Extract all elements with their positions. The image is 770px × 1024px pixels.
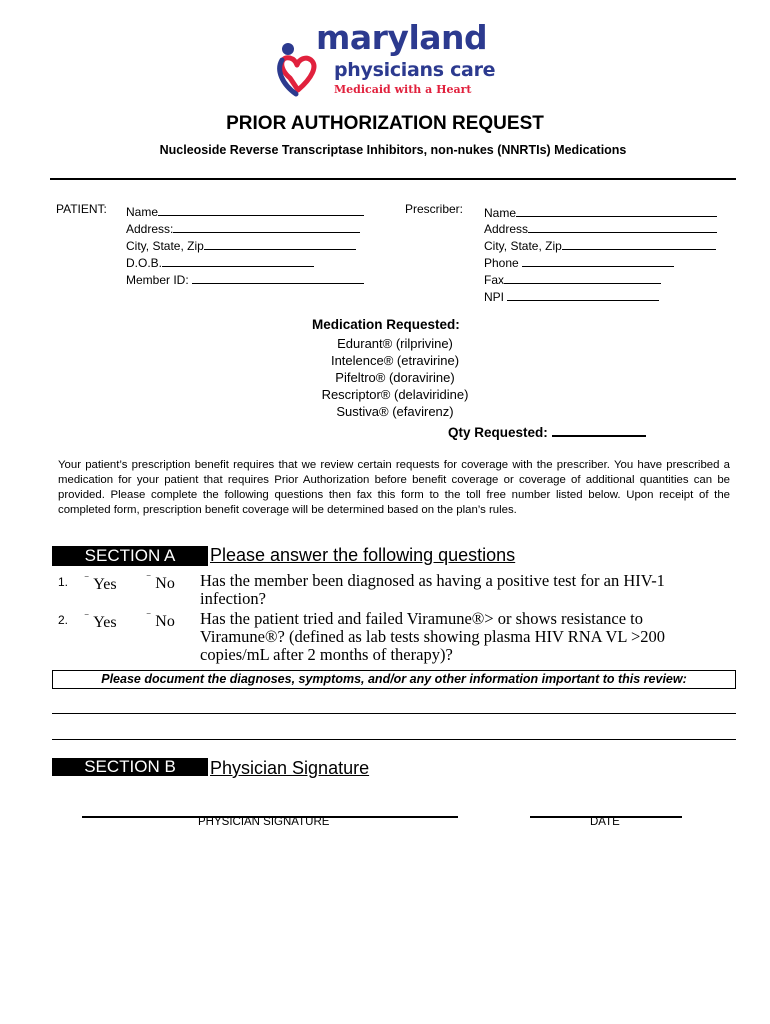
prescriber-city-state-zip-label: City, State, Zip <box>484 239 562 253</box>
medication-item: Rescriptor® (delaviridine) <box>321 387 469 402</box>
physician-signature-label: PHYSICIAN SIGNATURE <box>198 816 330 828</box>
prescriber-npi-field[interactable] <box>484 289 659 304</box>
patient-name-label: Name <box>126 205 159 219</box>
question-2-no-label: No <box>155 613 175 630</box>
patient-address-label: Address: <box>126 222 174 236</box>
prescriber-phone-input[interactable] <box>522 255 674 267</box>
patient-city-state-zip-input[interactable] <box>204 238 356 250</box>
prescriber-phone-field[interactable] <box>484 255 674 270</box>
question-1-yes-option[interactable] <box>84 576 117 594</box>
prescriber-section-label: Prescriber: <box>405 202 464 216</box>
question-2-yes-checkbox[interactable]: ⁻ <box>84 612 90 623</box>
documentation-line-1[interactable] <box>52 713 736 714</box>
qty-requested-label: Qty Requested: <box>448 425 548 440</box>
prescriber-address-field[interactable] <box>484 221 717 236</box>
question-1-text: Has the member been diagnosed as having a positive test for an HIV-1 infection? <box>200 571 665 608</box>
prescriber-address-input[interactable] <box>528 221 717 233</box>
qty-requested-input[interactable] <box>552 424 646 437</box>
question-2-yes-label: Yes <box>93 614 117 631</box>
medication-item: Intelence® (etravirine) <box>330 353 460 368</box>
question-1-no-label: No <box>155 575 175 592</box>
prescriber-name-label: Name <box>484 206 517 220</box>
patient-address-field[interactable] <box>126 221 360 236</box>
patient-name-input[interactable] <box>158 204 364 216</box>
question-2-text: Has the patient tried and failed Viramune®> or shows resistance to Viramune®? (defined as lab tests showing plasma HIV RNA VL >200 copies/mL after 2 months of therapy)? <box>200 609 666 664</box>
page-title: PRIOR AUTHORIZATION REQUEST <box>226 113 544 134</box>
logo-wordmark-maryland: maryland <box>316 18 488 57</box>
prescriber-npi-input[interactable] <box>507 289 659 301</box>
question-2-no-checkbox[interactable]: ⁻ <box>146 611 152 622</box>
medication-item: Pifeltro® (doravirine) <box>335 370 455 385</box>
intro-paragraph: Your patient’s prescription benefit requires that we review certain requests for coverage with the prescriber. You have prescribed a medication for your patient that requires Prior Authorization before benefit coverage or coverage of additional quantities can be provided. Please complete the following questions then fax this form to the toll free number listed below. Upon receipt of the completed form, prescription benefit coverage will be determined based on the plan’s rules. <box>58 459 730 516</box>
question-2-yes-option[interactable] <box>84 614 117 632</box>
documentation-prompt: Please document the diagnoses, symptoms, and/or any other information important to this review: <box>52 670 736 689</box>
patient-dob-label: D.O.B. <box>126 256 163 270</box>
prescriber-city-state-zip-input[interactable] <box>562 238 716 250</box>
section-b-title: Physician Signature <box>210 758 370 778</box>
qty-requested-field[interactable] <box>448 424 646 440</box>
question-1-number: 1. <box>58 575 69 589</box>
prescriber-fax-field[interactable] <box>484 272 661 287</box>
patient-address-input[interactable] <box>173 221 360 233</box>
header-divider <box>50 178 736 180</box>
section-a-title: Please answer the following questions <box>210 545 516 565</box>
prescriber-name-input[interactable] <box>516 205 717 217</box>
section-b-label: SECTION B <box>52 758 208 776</box>
patient-city-state-zip-label: City, State, Zip <box>126 239 204 253</box>
documentation-line-2[interactable] <box>52 739 736 740</box>
patient-section-label: PATIENT: <box>56 202 107 216</box>
logo-wordmark-physicians-care: physicians care <box>334 59 496 81</box>
patient-name-field[interactable] <box>126 204 364 219</box>
medication-item: Edurant® (rilprivine) <box>337 336 453 351</box>
prescriber-address-label: Address <box>484 222 529 236</box>
patient-member-id-input[interactable] <box>192 272 364 284</box>
prescriber-npi-label: NPI <box>484 290 505 304</box>
question-1-no-checkbox[interactable]: ⁻ <box>146 573 152 584</box>
logo-tagline: Medicaid with a Heart <box>334 83 472 96</box>
page-subtitle: Nucleoside Reverse Transcriptase Inhibitors, non-nukes (NNRTIs) Medications <box>159 143 627 157</box>
patient-dob-input[interactable] <box>162 255 314 267</box>
question-2-number: 2. <box>58 613 69 627</box>
date-label: DATE <box>590 816 620 828</box>
prescriber-fax-input[interactable] <box>504 272 661 284</box>
medication-item: Sustiva® (efavirenz) <box>336 404 454 419</box>
medication-heading: Medication Requested: <box>312 317 460 332</box>
prescriber-phone-label: Phone <box>484 256 519 270</box>
question-1-yes-label: Yes <box>93 576 117 593</box>
patient-dob-field[interactable] <box>126 255 314 270</box>
prescriber-name-field[interactable] <box>484 205 717 220</box>
patient-member-id-field[interactable] <box>126 272 364 287</box>
company-logo <box>276 18 496 102</box>
patient-city-state-zip-field[interactable] <box>126 238 356 253</box>
question-1-no-option[interactable] <box>146 575 175 593</box>
question-2-no-option[interactable] <box>146 613 175 631</box>
prescriber-fax-label: Fax <box>484 273 505 287</box>
medication-list <box>300 335 490 420</box>
patient-member-id-label: Member ID: <box>126 273 189 287</box>
prescriber-city-state-zip-field[interactable] <box>484 238 716 253</box>
question-1-yes-checkbox[interactable]: ⁻ <box>84 574 90 585</box>
section-a-label: SECTION A <box>52 546 208 566</box>
